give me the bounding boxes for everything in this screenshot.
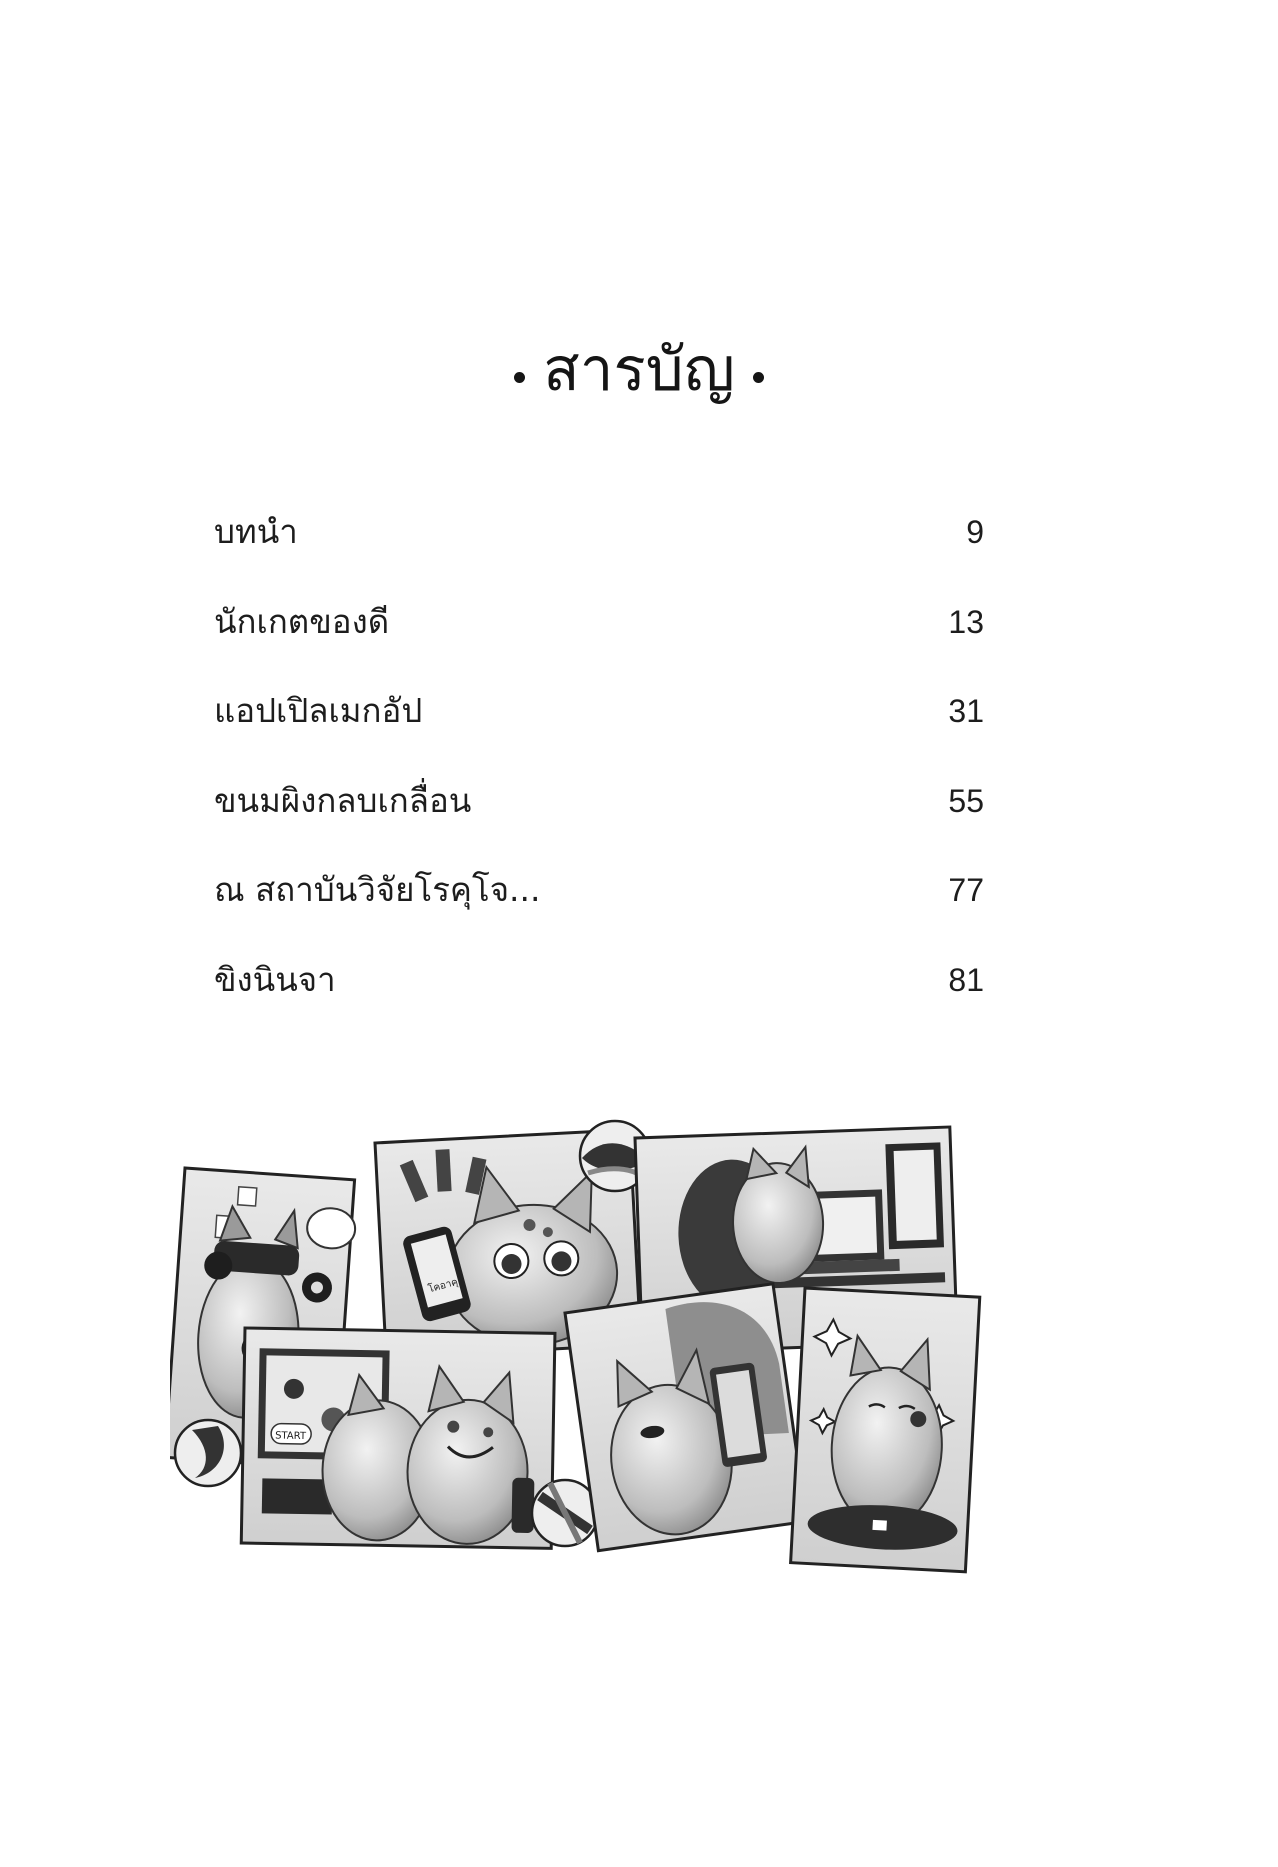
page-title: สารบัญ — [543, 335, 735, 405]
toc-entry[interactable] — [214, 774, 984, 864]
toc-entry-label: บทนำ — [214, 512, 298, 551]
beach-ball-bottom — [532, 1480, 598, 1546]
toc-entry-page: 13 — [948, 603, 984, 640]
bullet-dot-left — [514, 372, 525, 383]
toc-entry-label: แอปเปิลเมกอัป — [214, 691, 423, 730]
toc-entry-page: 77 — [948, 872, 984, 908]
toc-entry-page: 55 — [948, 782, 984, 819]
toc-entry-label: ณ สถาบันวิจัยโรคุโจ... — [214, 870, 541, 909]
table-of-contents — [214, 505, 984, 1042]
toc-heading — [0, 330, 1278, 410]
toc-entry[interactable] — [214, 863, 984, 953]
toc-entry[interactable] — [214, 595, 984, 685]
phone-label: โคอาคุ — [427, 1276, 460, 1296]
collage-svg — [170, 1118, 1160, 1658]
bullet-dot-right — [753, 372, 764, 383]
toc-entry-label: ขิงนินจา — [214, 959, 336, 999]
toc-entry[interactable] — [214, 505, 984, 595]
toc-entry-page: 9 — [966, 514, 984, 550]
beach-ball-left — [175, 1420, 241, 1486]
toc-entry[interactable] — [214, 953, 984, 1043]
card-roomba-cat — [791, 1288, 980, 1572]
card-gaming-cats — [241, 1328, 555, 1548]
toc-entry-label: ขนมผิงกลบเกลื่อน — [214, 780, 472, 820]
toc-entry-page: 31 — [948, 693, 984, 729]
toc-entry-page: 81 — [948, 961, 984, 998]
card-tablet-cat — [565, 1284, 806, 1551]
toc-entry-label: นักเกตของดี — [214, 601, 390, 641]
cat-collage-illustration — [170, 1118, 1160, 1658]
toc-entry[interactable] — [214, 684, 984, 774]
start-label: START — [275, 1430, 307, 1443]
